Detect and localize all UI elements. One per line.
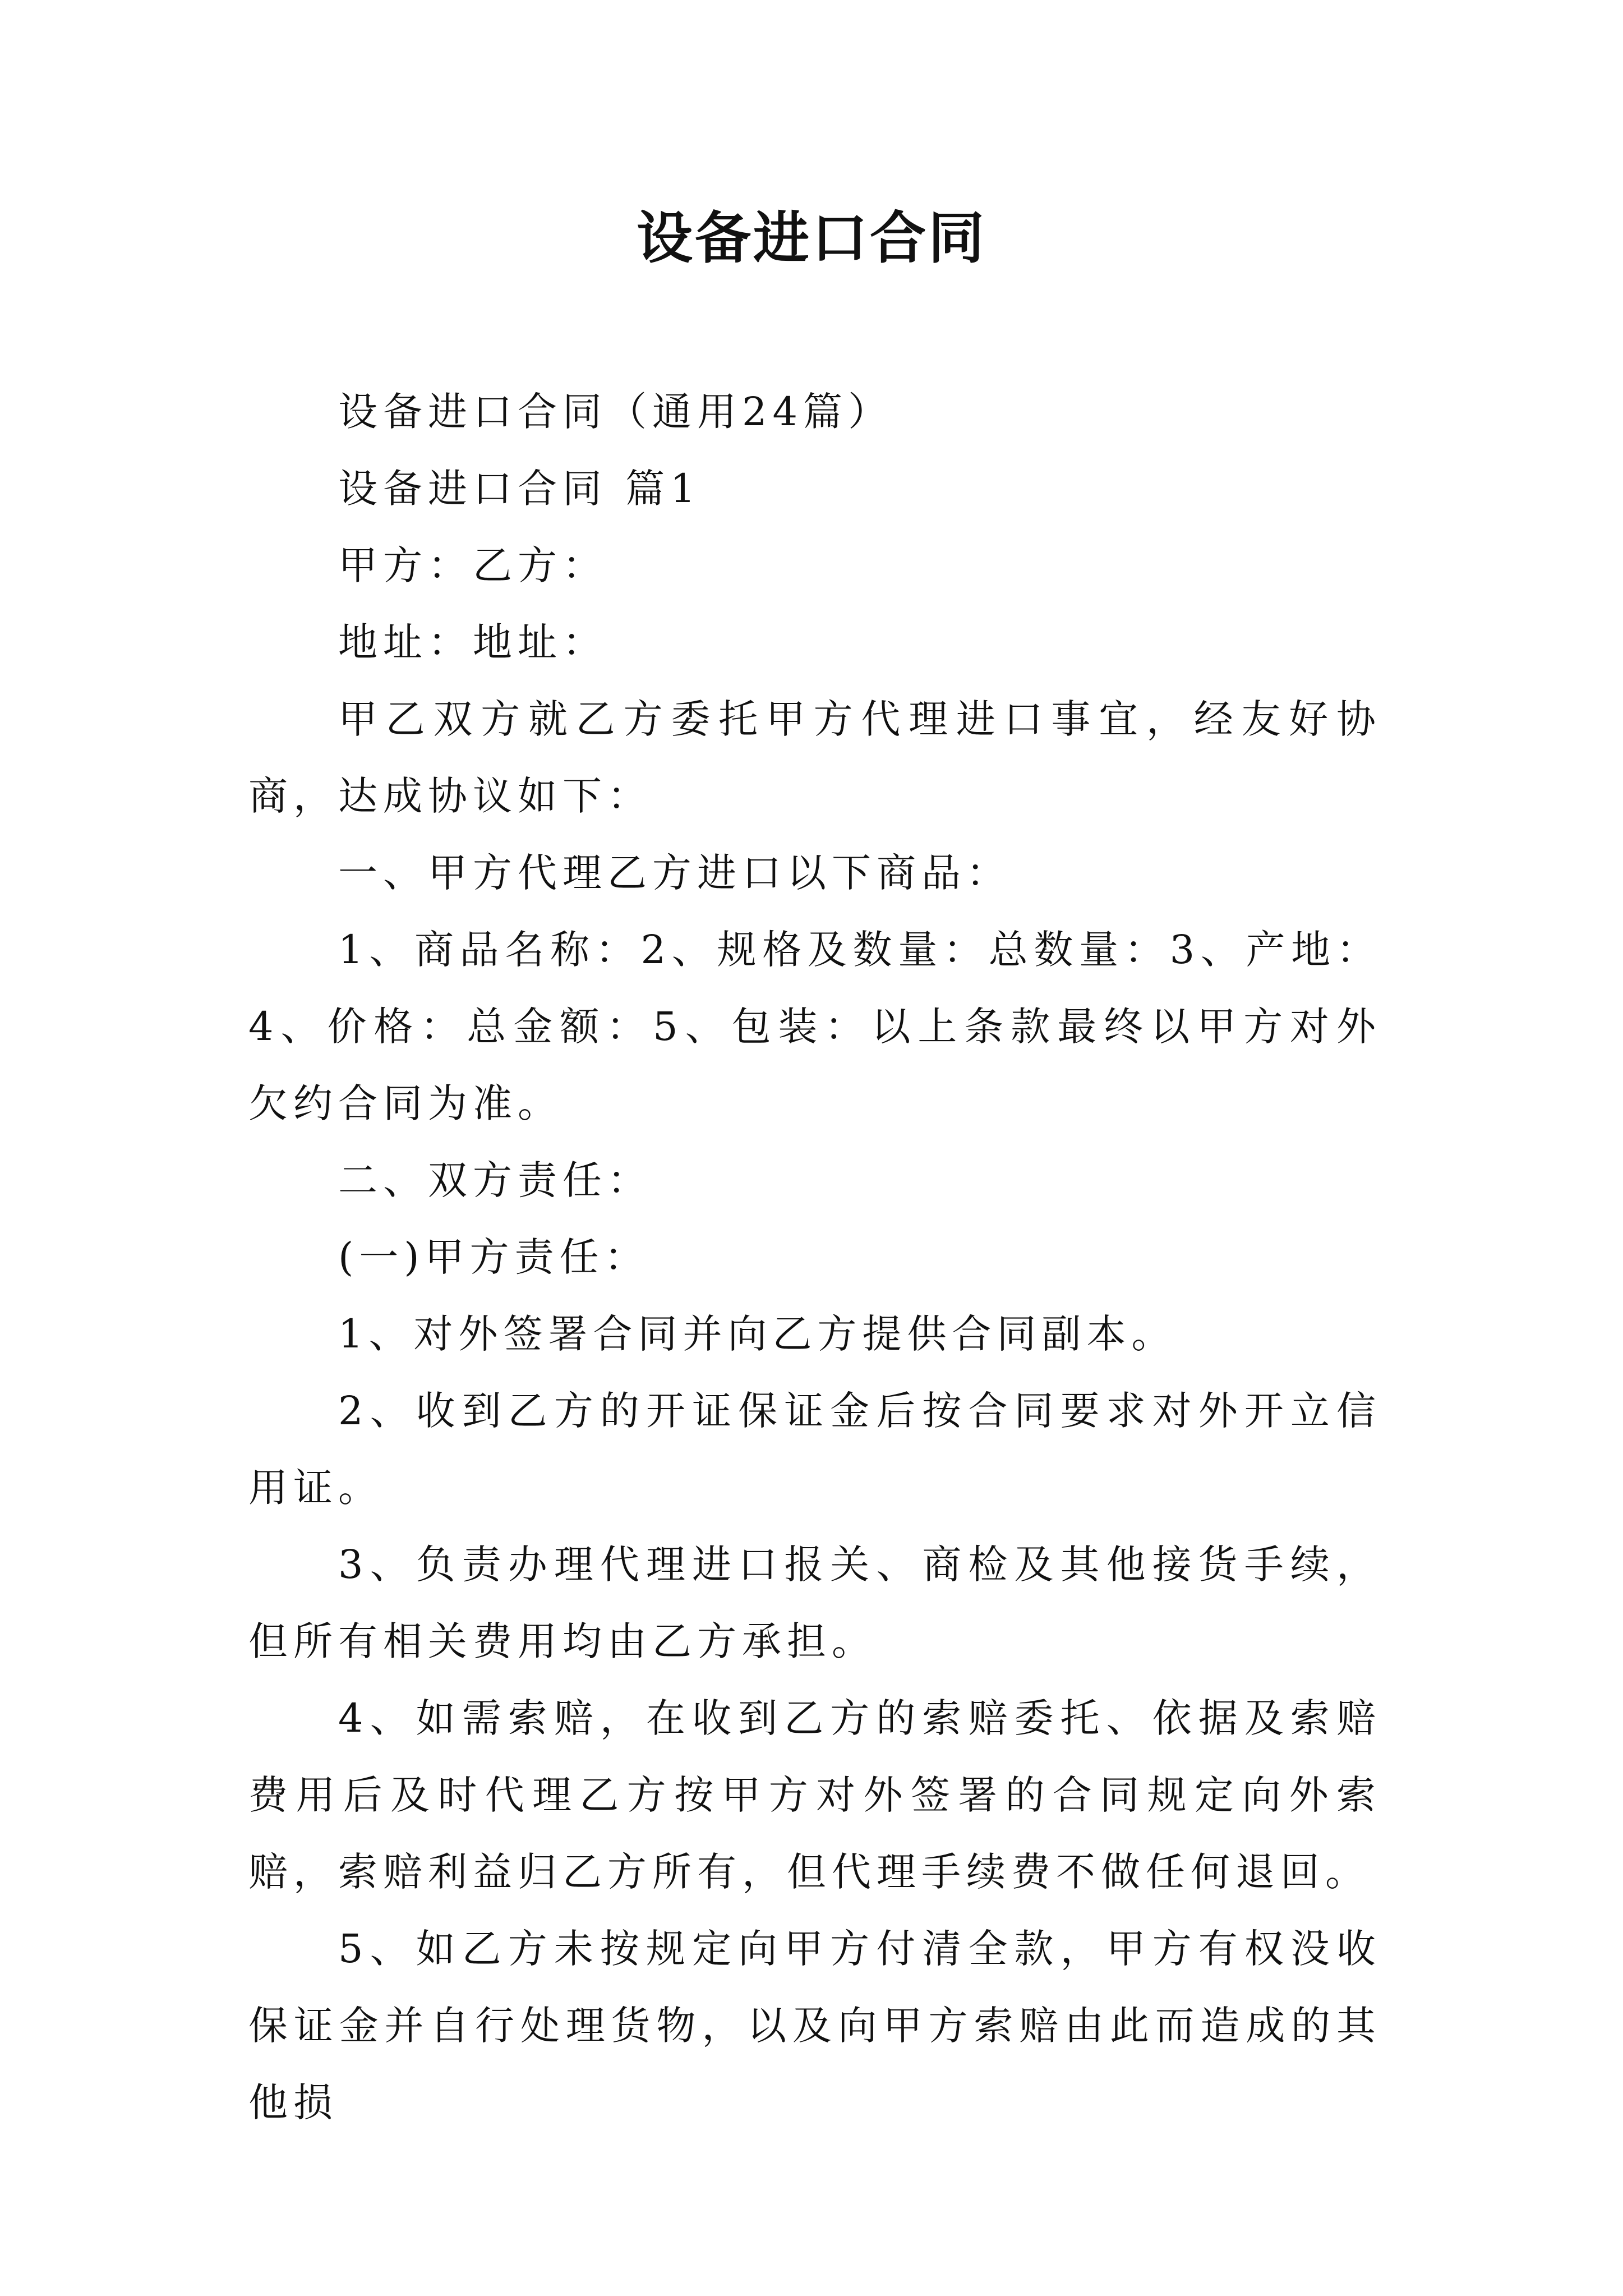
document-subtitle: 设备进口合同（通用24篇） bbox=[338, 389, 893, 435]
document-title: 设备进口合同 bbox=[637, 205, 986, 271]
paragraph: 1、对外签署合同并向乙方提供合同副本。 bbox=[338, 1311, 1177, 1357]
paragraph: 甲乙双方就乙方委托甲方代理进口事宜，经友好协商，达成协议如下： bbox=[248, 696, 1381, 819]
clause-heading: 二、双方责任： bbox=[338, 1157, 652, 1203]
paragraph: 4、如需索赔，在收到乙方的索赔委托、依据及索赔费用后及时代理乙方按甲方对外签署的合同规定向外索赔，索赔利益归乙方所有，但代理手续费不做任何退回。 bbox=[248, 1695, 1381, 1895]
section-heading: 设备进口合同 篇1 bbox=[338, 466, 701, 512]
paragraph: 1、商品名称：2、规格及数量：总数量：3、产地：4、价格：总金额：5、包装：以上条款最终以甲方对外欠约合同为准。 bbox=[248, 927, 1381, 1126]
address-line: 地址：地址： bbox=[338, 619, 607, 665]
paragraph: 2、收到乙方的开证保证金后按合同要求对外开立信用证。 bbox=[248, 1388, 1381, 1511]
clause-heading: 一、甲方代理乙方进口以下商品： bbox=[338, 850, 1011, 896]
document-body bbox=[248, 374, 1381, 2141]
party-line: 甲方：乙方： bbox=[338, 542, 607, 588]
sub-clause-heading: (一)甲方责任： bbox=[338, 1234, 649, 1280]
paragraph: 3、负责办理代理进口报关、商检及其他接货手续，但所有相关费用均由乙方承担。 bbox=[248, 1542, 1381, 1664]
paragraph: 5、如乙方未按规定向甲方付清全款，甲方有权没收保证金并自行处理货物，以及向甲方索赔由此而造成的其他损 bbox=[248, 1926, 1381, 2125]
